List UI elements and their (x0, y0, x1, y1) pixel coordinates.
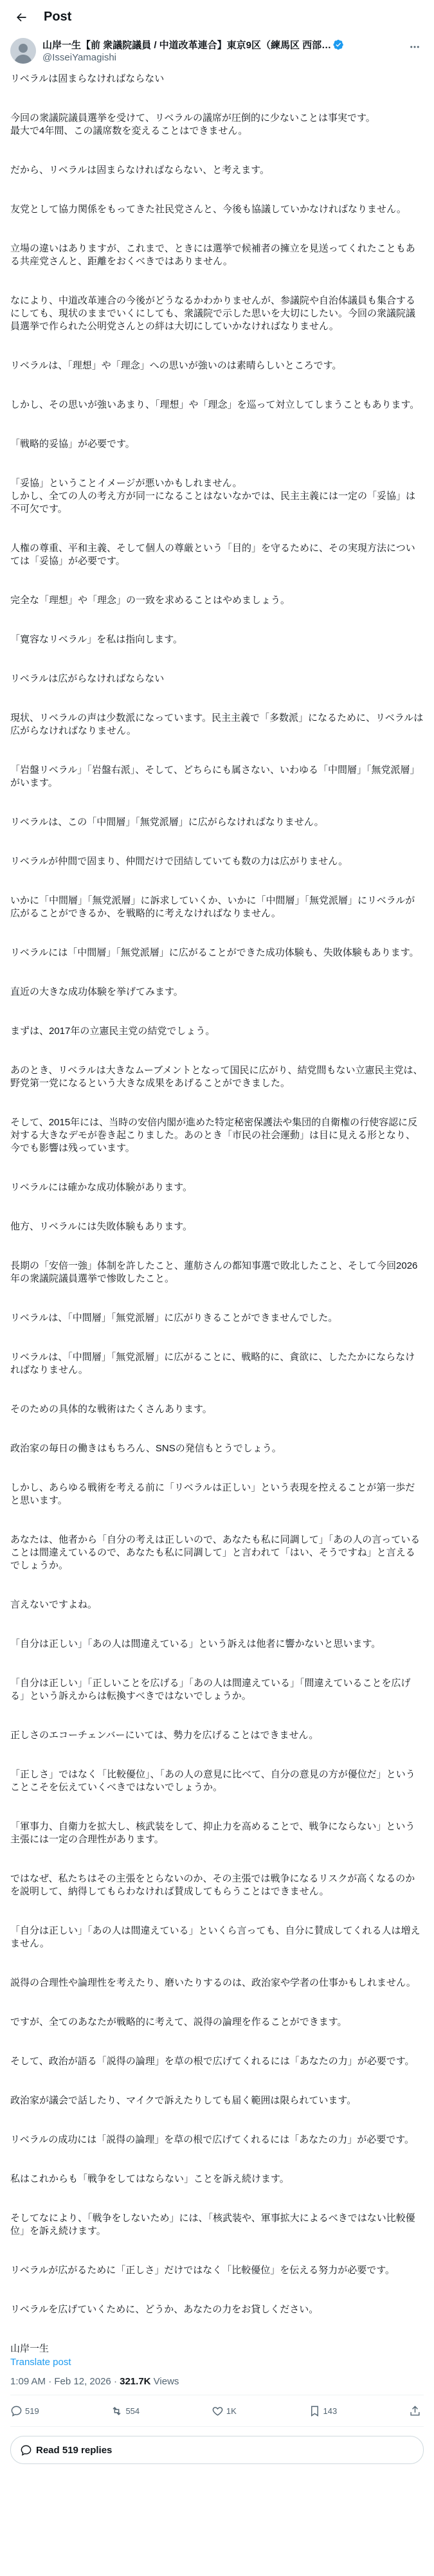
post-paragraph: 立場の違いはありますが、これまで、ときには選挙で候補者の擁立を見送ってくれたこともある共産党さんと、距離をおくべきではありません。 (10, 243, 415, 267)
back-button[interactable] (10, 6, 32, 28)
post-paragraph: ですが、全てのあなたが戦略的に考えて、説得の論理を作ることができます。 (10, 2017, 347, 2027)
author-info (42, 38, 402, 63)
post-paragraph: 政治家の毎日の働きはもちろん、SNSの発信もとうでしょう。 (10, 1443, 282, 1454)
post-paragraph: 現状、リベラルの声は少数派になっています。民主主義で「多数派」になるために、リベラルは広がらなければなりません。 (10, 712, 424, 736)
post-paragraph: そして、2015年には、当時の安倍内閣が進めた特定秘密保護法や集団的自衛権の行使容認に反対する大きなデモが巻き起こりました。あのとき「市民の社会運動」は目に見える形となり、今でも影響は残っています。 (10, 1117, 418, 1154)
repost-count: 554 (125, 2406, 140, 2416)
verified-badge-icon (333, 39, 344, 50)
post-paragraph: 「軍事力、自衛力を拡大し、核武装をして、抑止力を高めることで、戦争にならない」という主張には一定の合理性があります。 (10, 1821, 415, 1845)
post-paragraph: 言えないですよね。 (10, 1599, 98, 1610)
post-paragraph: 今回の衆議院議員選挙を受けて、リベラルの議席が圧倒的に少ないことは事実です。 最大で4年間、この議席数を変えることはできません。 (10, 113, 375, 136)
post-paragraph: リベラルを広げていくために、どうか、あなたの力をお貸しください。 (10, 2304, 319, 2315)
post-paragraph: リベラルは、この「中間層」「無党派層」に広がらなければなりません。 (10, 817, 324, 828)
post-paragraph: リベラルは、「中間層」「無党派層」に広がることに、戦略的に、貪欲に、したたかにならなければなりません。 (10, 1352, 415, 1375)
post-paragraph: 他方、リベラルには失敗体験もあります。 (10, 1221, 193, 1232)
post-paragraph: そしてなにより、「戦争をしないため」には、「核武装や、軍事拡大によるべきではない比較優位」を訴え続けます。 (10, 2213, 415, 2236)
share-button[interactable] (409, 2405, 424, 2417)
post-footer (0, 2355, 434, 2387)
like-button[interactable] (212, 2405, 237, 2417)
post-paragraph: いかに「中間層」「無党派層」に訴求していくか、いかに「中間層」「無党派層」にリベラルが広がることができるか、を戦略的に考えなければなりません。 (10, 895, 415, 919)
avatar[interactable] (10, 38, 36, 64)
avatar-image (10, 38, 36, 64)
post-timestamp[interactable]: 1:09 AM · Feb 12, 2026 (10, 2376, 111, 2387)
post-paragraph: そのための具体的な戦術はたくさんあります。 (10, 1404, 212, 1415)
share-icon (409, 2405, 421, 2417)
post-paragraph: そして、政治が語る「説得の論理」を草の根で広げてくれるには「あなたの力」が必要です。 (10, 2056, 415, 2067)
action-bar (10, 2395, 424, 2427)
reply-icon (10, 2405, 23, 2417)
bookmark-icon (309, 2405, 321, 2417)
translate-post-link[interactable]: Translate post (10, 2357, 71, 2368)
post-paragraph: リベラルには確かな成功体験があります。 (10, 1182, 193, 1193)
author-handle[interactable]: @IsseiYamagishi (42, 52, 116, 63)
page-title: Post (44, 10, 72, 24)
views-count: 321.7K (120, 2376, 151, 2387)
post-paragraph: 「正しさ」ではなく「比較優位」、「あの人の意見に比べて、自分の意見の方が優位だ」ということこそを伝えていくべきではないでしょうか。 (10, 1769, 415, 1793)
post-paragraph: リベラルは、「中間層」「無党派層」に広がりきることができませんでした。 (10, 1312, 338, 1323)
post-paragraph: なにより、中道改革連合の今後がどうなるかわかりませんが、参議院や自治体議員も集合するにしても、現状のままでいくにしても、衆議院で示した思いを大切にしたい。今回の衆議院議員選挙で作られた公明党さんとの絆は大切にしていかなければなりません。 (10, 295, 416, 332)
post-paragraph: リベラルは広がらなければならない (10, 673, 165, 684)
post-meta (10, 2376, 424, 2387)
post-paragraph: リベラルが仲間で固まり、仲間だけで団結していても数の力は広がりません。 (10, 856, 348, 867)
post-paragraph: 政治家が議会で話したり、マイクで訴えたりしても届く範囲は限られています。 (10, 2095, 357, 2106)
reply-button[interactable] (10, 2405, 39, 2417)
more-icon (409, 41, 420, 53)
post-paragraph: まずは、2017年の立憲民主党の結党でしょう。 (10, 1026, 215, 1037)
post-paragraph: 完全な「理想」や「理念」の一致を求めることはやめましょう。 (10, 595, 291, 606)
post-paragraph: リベラルが広がるために「正しさ」だけではなく「比較優位」を伝える努力が必要です。 (10, 2265, 395, 2276)
post-body (0, 73, 434, 2355)
arrow-left-icon (15, 11, 28, 24)
reply-count: 519 (25, 2406, 39, 2416)
post-paragraph: 人権の尊重、平和主義、そして個人の尊厳という「目的」を守るために、その実現方法については「妥協」が必要です。 (10, 543, 415, 567)
post-paragraph: 長期の「安倍一強」体制を許したこと、蓮舫さんの都知事選で敗北したこと、そして今回2026年の衆議院議員選挙で惨敗したこと。 (10, 1260, 418, 1284)
post-paragraph: 「自分は正しい」「あの人は間違えている」という訴えは他者に響かないと思います。 (10, 1638, 381, 1649)
views-label: Views (153, 2376, 179, 2387)
read-replies-button[interactable] (10, 2436, 424, 2464)
post-paragraph: 正しさのエコーチェンバーにいては、勢力を広げることはできません。 (10, 1730, 319, 1741)
post-paragraph: 「自分は正しい」「正しいことを広げる」「あの人は間違えている」「間違えていることを広げる」という訴えからは転換すべきではないでしょうか。 (10, 1678, 411, 1701)
post-paragraph: リベラルは固まらなければならない (10, 73, 165, 84)
post-paragraph: 「寛容なリベラル」を私は指向します。 (10, 634, 183, 645)
read-replies-label: Read 519 replies (36, 2444, 113, 2456)
repost-button[interactable] (111, 2405, 140, 2417)
post-paragraph: 私はこれからも「戦争をしてはならない」ことを訴え続けます。 (10, 2173, 289, 2184)
reply-bubble-icon (20, 2444, 32, 2456)
post-paragraph: だから、リベラルは固まらなければならない、と考えます。 (10, 165, 270, 176)
post-paragraph: 「自分は正しい」「あの人は間違えている」といくら言っても、自分に賛成してくれる人は増えません。 (10, 1925, 420, 1949)
post-paragraph: 「妥協」ということイメージが悪いかもしれません。 しかし、全ての人の考え方が同一になることはないなかでは、民主主義には一定の「妥協」は不可欠です。 (10, 478, 416, 514)
post-paragraph: しかし、その思いが強いあまり、「理想」や「理念」を巡って対立してしまうこともあります。 (10, 399, 420, 410)
author-name-row[interactable] (42, 38, 402, 51)
post-paragraph: リベラルには「中間層」「無党派層」に広がることができた成功体験も、失敗体験もあります。 (10, 947, 419, 958)
post-paragraph: あなたは、他者から「自分の考えは正しいので、あなたも私に同調して」「あの人の言っていることは間違えているので、あなたも私に同調して」と言われて「はい、そうですね」と言えるでしょうか。 (10, 1534, 420, 1571)
post-paragraph: リベラルは、「理想」や「理念」への思いが強いのは素晴らしいところです。 (10, 360, 342, 371)
post-paragraph: 「岩盤リベラル」「岩盤右派」、そして、どちらにも属さない、いわゆる「中間層」「無党派層」がいます。 (10, 765, 420, 788)
heart-icon (212, 2405, 224, 2417)
post-paragraph: しかし、あらゆる戦術を考える前に「リベラルは正しい」という表現を控えることが第一歩だと思います。 (10, 1482, 415, 1506)
top-bar (0, 0, 434, 34)
post-paragraph: 直近の大きな成功体験を挙げてみます。 (10, 986, 183, 997)
post-paragraph: 説得の合理性や論理性を考えたり、磨いたりするのは、政治家や学者の仕事かもしれません。 (10, 1977, 416, 1988)
like-count: 1K (226, 2406, 237, 2416)
bookmark-count: 143 (323, 2406, 338, 2416)
author-display-name[interactable]: 山岸一生【前 衆議院議員 / 中道改革連合】東京9区（練馬区 西部… (42, 40, 332, 51)
post-paragraph: ではなぜ、私たちはその主張をとらないのか、その主張では戦争になるリスクが高くなるのかを説明して、納得してもらわなければ賛成してもらうことはできません。 (10, 1873, 415, 1897)
author-row (0, 34, 434, 69)
repost-icon (111, 2405, 123, 2417)
meta-separator: · (113, 2376, 117, 2387)
bookmark-button[interactable] (309, 2405, 338, 2417)
post-paragraph: 「戦略的妥協」が必要です。 (10, 439, 135, 449)
post-paragraph: あのとき、リベラルは大きなムーブメントとなって国民に広がり、結党間もない立憲民主党は、野党第一党になるという大きな成果をあげることができました。 (10, 1065, 423, 1089)
post-paragraph: 友党として協力関係をもってきた社民党さんと、今後も協議していかなければなりません。 (10, 204, 406, 215)
post-paragraph: リベラルの成功には「説得の論理」を草の根で広げてくれるには「あなたの力」が必要です。 (10, 2134, 415, 2145)
more-options-button[interactable] (406, 38, 424, 56)
post-paragraph: 山岸一生 (10, 2343, 50, 2354)
